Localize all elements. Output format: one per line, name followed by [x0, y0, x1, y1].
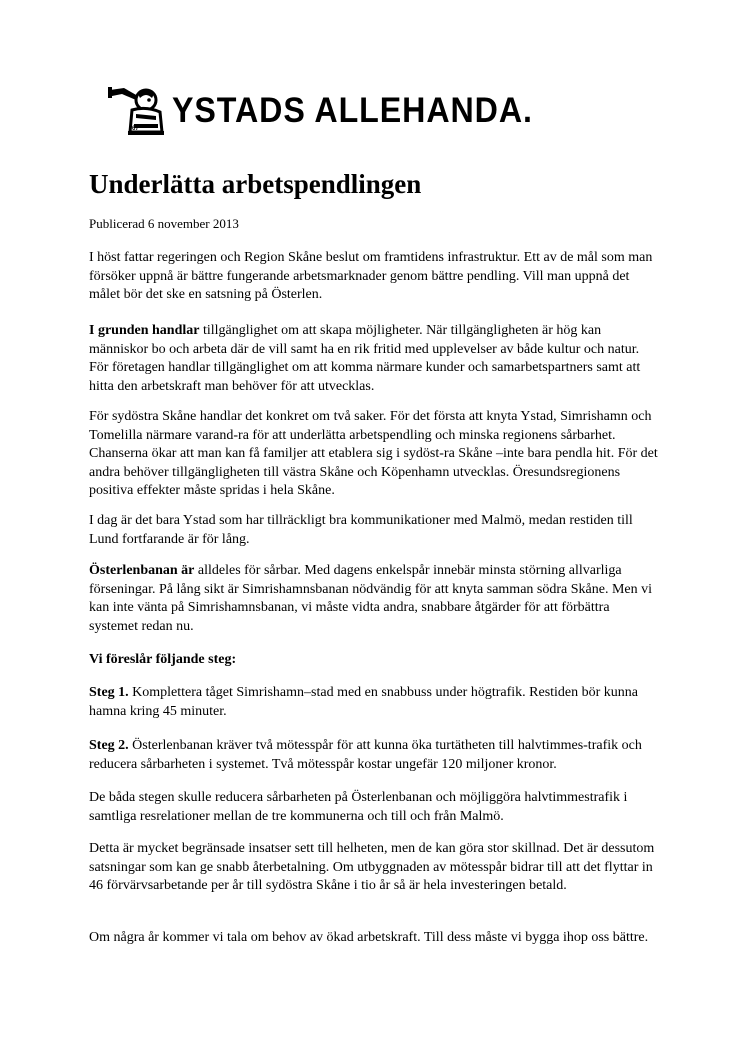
paragraph-text: alldeles för sårbar. Med dagens enkelspår innebär minsta störning allvarliga förseningar. På lång sikt är Simrishamnsbanan nödvändig för att knyta samman södra Skåne. Men vi kan inte vänta på Simrishamnsbanan, vi måste vidta andra, snabbare åtgärder för att förbättra systemet redan nu. — [89, 563, 653, 634]
paragraph-text: tillgänglighet om att skapa möjligheter. När tillgängligheten är hög kan människor bo och arbeta där de vill samt ha en rik fritid med upplevelser av både kultur och natur. För företagen handlar tillgänglighet om att komma närmare kunder och samarbetspartners samt att hitta den arbetskraft man behöver för att utvecklas. — [89, 323, 641, 394]
publication-date: Publicerad 6 november 2013 — [89, 216, 239, 231]
paragraph-limited-efforts: Detta är mycket begränsade insatser sett till helheten, men de kan göra stor skillnad. Det är dessutom satsningar som kan ge snabb återbetalning. Om utbyggnaden av mötesspår bidrar till att det flyttar in 46 förvärvsarbetande per år till sydöstra Skåne i tio år så är hela investeringen betald. — [89, 841, 655, 893]
paragraph-accessibility — [89, 322, 659, 396]
newspaper-emblem-icon — [108, 84, 166, 136]
article-headline: Underlätta arbetspendlingen — [89, 169, 422, 199]
paragraph-step-2 — [89, 737, 659, 774]
step-label: Steg 1. — [89, 685, 129, 700]
paragraph-ystad-malmo: I dag är det bara Ystad som har tillräckligt bra kommunikationer med Malmö, medan restiden till Lund fortfarande är för lång. — [89, 513, 633, 547]
paragraph-proposal-heading — [89, 651, 659, 670]
paragraph-step-1 — [89, 684, 659, 721]
paragraph-both-steps: De båda stegen skulle reducera sårbarheten på Österlenbanan och möjliggöra halvtimmestrafik i samtliga resrelationer mellan de tre kommunerna och till och från Malmö. — [89, 790, 628, 824]
step-label: Steg 2. — [89, 738, 129, 753]
paragraph-text: Österlenbanan kräver två mötesspår för att kunna öka turtätheten till halvtimmes-trafik och reducera sårbarheten i systemet. Två mötesspår kostar ungefär 120 miljoner kronor. — [89, 738, 642, 772]
paragraph-lead: Österlenbanan är — [89, 563, 195, 578]
paragraph-osterlenbanan — [89, 562, 659, 636]
paragraph-intro: I höst fattar regeringen och Region Skåne beslut om framtidens infrastruktur. Ett av de mål som man försöker uppnå är bättre fungerande arbetsmarknader genom bättre pendling. Vill man uppnå det målet bör det ske en satsning på Österlen. — [89, 250, 653, 302]
paragraph-conclusion: Om några år kommer vi tala om behov av ökad arbetskraft. Till dess måste vi bygga ihop oss bättre. — [89, 930, 649, 945]
paragraph-text: Komplettera tåget Simrishamn–stad med en snabbuss under högtrafik. Restiden bör kunna hamna kring 45 minuter. — [89, 685, 639, 719]
paragraph-lead: I grunden handlar — [89, 323, 200, 338]
masthead-title: YSTADS ALLEHANDA. — [172, 90, 533, 130]
masthead — [108, 84, 564, 136]
svg-text:67: 67 — [132, 126, 139, 132]
paragraph-southeast-skane: För sydöstra Skåne handlar det konkret om två saker. För det första att knyta Ystad, Simrishamn och Tomelilla närmare varand-ra för att underlätta arbetspendling och minska regionens sårbarhet. Chanserna ökar att man kan få familjer att etablera sig i sydöst-ra Skåne –inte bara pendla hit. För det andra behöver tillgängligheten till västra Skåne och Köpenhamn utvecklas. Öresundsregionens positiva effekter måste spridas i hela Skåne. — [89, 409, 658, 498]
paragraph-lead: Vi föreslår följande steg: — [89, 652, 237, 667]
